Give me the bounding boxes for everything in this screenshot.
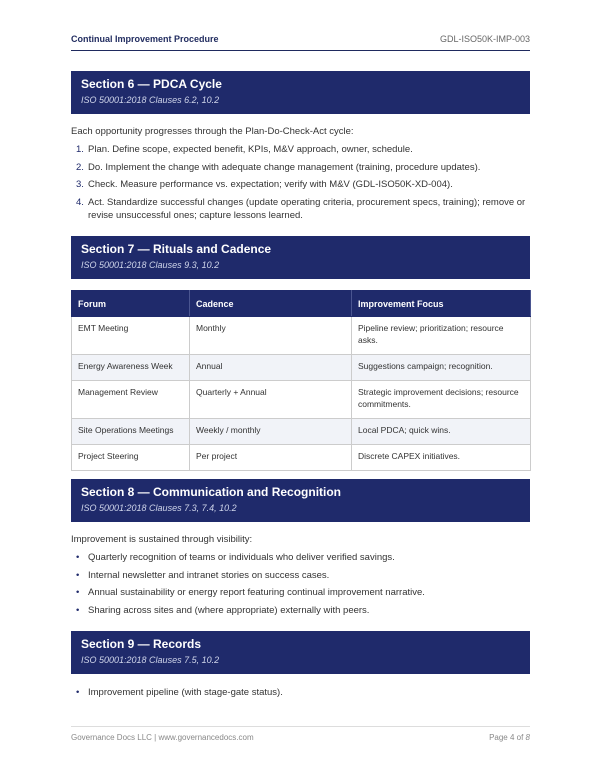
section-9-title: Section 9 — Records (81, 637, 202, 651)
section-6-header (71, 71, 530, 114)
table-cell: Suggestions campaign; recognition. (352, 355, 531, 381)
list-item: 2. Do. Implement the change with adequate change management (training, procedure updates). (76, 161, 481, 173)
records-bullet-list (71, 686, 530, 704)
pdca-steps-list (71, 143, 530, 226)
table-cell: Annual (190, 355, 352, 381)
table-row (72, 419, 531, 445)
list-item: • Quarterly recognition of teams or individuals who deliver verified savings. (76, 552, 395, 563)
section-9-clauses: ISO 50001:2018 Clauses 7.5, 10.2 (81, 655, 220, 665)
section-6-clauses: ISO 50001:2018 Clauses 6.2, 10.2 (81, 95, 220, 105)
table-cell: Monthly (190, 317, 352, 355)
table-cell: Quarterly + Annual (190, 381, 352, 419)
section-7-title: Section 7 — Rituals and Cadence (81, 242, 272, 256)
table-cell: Project Steering (72, 445, 190, 471)
table-header-row (72, 291, 531, 317)
list-item: 1. Plan. Define scope, expected benefit, KPIs, M&V approach, owner, schedule. (76, 144, 413, 155)
page-number: Page 4 of 8 (489, 733, 530, 742)
table-cell: Management Review (72, 381, 190, 419)
table-cell: Pipeline review; prioritization; resource asks. (352, 317, 531, 355)
page-footer (71, 726, 530, 747)
page-header (71, 34, 530, 51)
section-8-header (71, 479, 530, 522)
section-8-clauses: ISO 50001:2018 Clauses 7.3, 7.4, 10.2 (81, 503, 237, 513)
bullet-icon: • (76, 604, 80, 616)
section-6-title: Section 6 — PDCA Cycle (81, 77, 222, 91)
list-item: 4. Act. Standardize successful changes (update operating criteria, procurement specs, training); remove or revise unsuccessful ones; capture lessons learned. (76, 196, 526, 221)
column-header-improvement-focus: Improvement Focus (352, 291, 531, 317)
table-row (72, 317, 531, 355)
section-6-intro: Each opportunity progresses through the Plan-Do-Check-Act cycle: (71, 126, 354, 137)
rituals-cadence-table (71, 290, 531, 471)
table-cell: Energy Awareness Week (72, 355, 190, 381)
section-7-clauses: ISO 50001:2018 Clauses 9.3, 10.2 (81, 260, 220, 270)
bullet-icon: • (76, 587, 80, 598)
table-cell: Strategic improvement decisions; resource commitments. (352, 381, 531, 419)
document-title: Continual Improvement Procedure (71, 34, 219, 44)
section-8-title: Section 8 — Communication and Recognition (81, 485, 342, 499)
table-cell: Site Operations Meetings (72, 419, 190, 445)
footer-company: Governance Docs LLC | www.governancedocs.com (71, 733, 254, 742)
column-header-cadence: Cadence (190, 291, 352, 317)
section-7-header (71, 236, 530, 279)
bullet-icon: • (76, 552, 80, 563)
bullet-icon: • (76, 687, 80, 698)
table-row (72, 445, 531, 471)
table-cell: Discrete CAPEX initiatives. (352, 445, 531, 471)
column-header-forum: Forum (72, 291, 190, 317)
list-item: • Improvement pipeline (with stage-gate status). (76, 687, 283, 698)
table-cell: Weekly / monthly (190, 419, 352, 445)
list-item: • Internal newsletter and intranet stories on success cases. (76, 569, 330, 581)
communication-bullet-list (71, 551, 530, 621)
bullet-icon: • (76, 569, 80, 581)
section-8-intro: Improvement is sustained through visibility: (71, 534, 253, 545)
section-9-header (71, 631, 530, 674)
table-cell: Local PDCA; quick wins. (352, 419, 531, 445)
list-item: • Sharing across sites and (where appropriate) externally with peers. (76, 604, 370, 616)
document-code: GDL-ISO50K-IMP-003 (439, 34, 530, 44)
list-item: 3. Check. Measure performance vs. expectation; verify with M&V (GDL-ISO50K-XD-004). (76, 179, 453, 190)
table-cell: Per project (190, 445, 352, 471)
table-row (72, 381, 531, 419)
table-row (72, 355, 531, 381)
table-cell: EMT Meeting (72, 317, 190, 355)
list-item: • Annual sustainability or energy report featuring continual improvement narrative. (76, 587, 425, 598)
